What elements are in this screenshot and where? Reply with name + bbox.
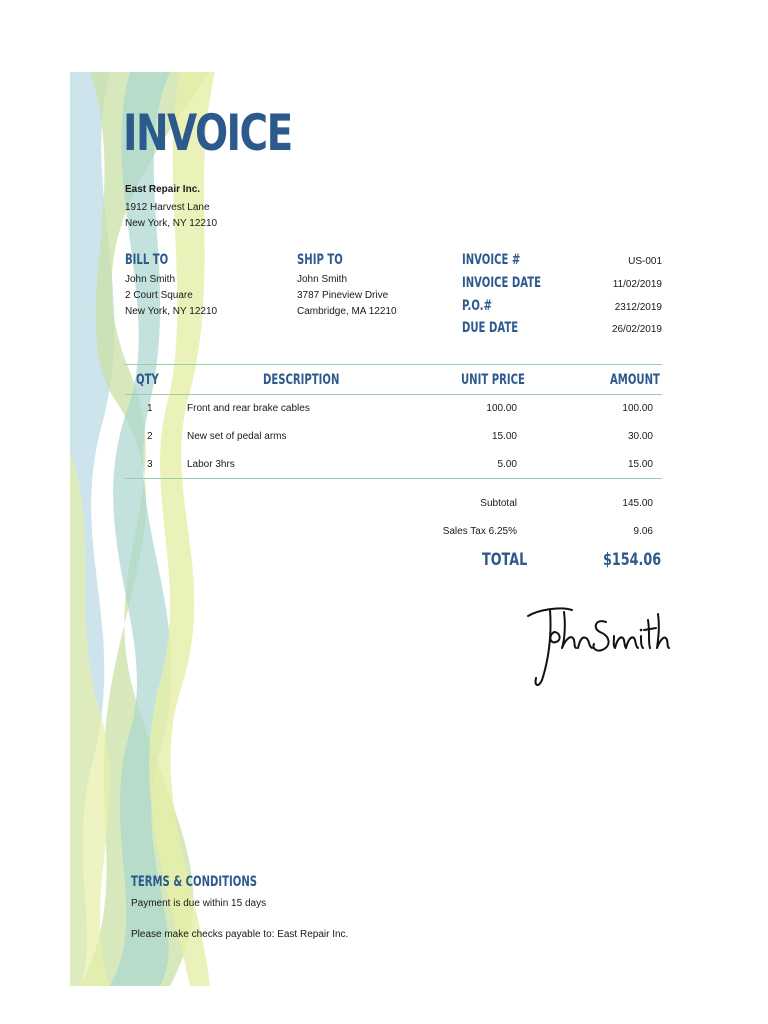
subtotal-value: 145.00 (622, 498, 653, 509)
po-label: P.O.# (462, 298, 492, 314)
row-amount: 15.00 (627, 459, 653, 470)
bill-to-name: John Smith (125, 274, 176, 285)
row-qty: 3 (147, 459, 153, 470)
table-top-rule (125, 364, 662, 365)
row-amount: 100.00 (622, 403, 653, 414)
bill-to-address-line1: 2 Court Square (125, 290, 193, 301)
company-address-line2: New York, NY 12210 (125, 218, 218, 229)
ship-to-name: John Smith (297, 274, 348, 285)
row-description: Labor 3hrs (187, 459, 235, 470)
ship-to-address-line2: Cambridge, MA 12210 (297, 306, 397, 317)
bill-to-heading: BILL TO (125, 252, 169, 268)
invoice-date-value: 11/02/2019 (612, 279, 662, 290)
total-value: $154.06 (603, 550, 662, 570)
amount-column-header: AMOUNT (610, 372, 660, 388)
row-qty: 1 (147, 403, 153, 414)
due-date-label: DUE DATE (462, 320, 519, 336)
row-description: Front and rear brake cables (187, 403, 310, 414)
invoice-number-value: US-001 (628, 256, 662, 267)
company-name: East Repair Inc. (125, 184, 201, 195)
sales-tax-value: 9.06 (633, 526, 653, 537)
invoice-sheet (70, 72, 690, 986)
total-label: TOTAL (482, 550, 528, 570)
row-description: New set of pedal arms (187, 431, 287, 442)
company-address-line1: 1912 Harvest Lane (125, 202, 210, 213)
qty-column-header: QTY (136, 372, 159, 388)
unit-price-column-header: UNIT PRICE (461, 372, 525, 388)
invoice-date-label: INVOICE DATE (462, 275, 542, 291)
row-unit-price: 5.00 (497, 459, 517, 470)
table-row (125, 403, 662, 417)
row-amount: 30.00 (627, 431, 653, 442)
subtotal-label: Subtotal (480, 498, 517, 509)
terms-line1: Payment is due within 15 days (131, 898, 267, 909)
bill-to-address-line2: New York, NY 12210 (125, 306, 218, 317)
terms-heading: TERMS & CONDITIONS (131, 874, 258, 890)
invoice-number-label: INVOICE # (462, 252, 521, 268)
row-qty: 2 (147, 431, 153, 442)
row-unit-price: 15.00 (491, 431, 517, 442)
table-row (125, 431, 662, 445)
description-column-header: DESCRIPTION (263, 372, 340, 388)
terms-line2: Please make checks payable to: East Repair Inc. (131, 929, 349, 940)
po-value: 2312/2019 (614, 302, 662, 313)
table-bottom-rule (125, 478, 662, 479)
signature-image (520, 592, 670, 692)
due-date-value: 26/02/2019 (611, 324, 662, 335)
invoice-title: INVOICE (123, 104, 292, 162)
ship-to-heading: SHIP TO (297, 252, 343, 268)
row-unit-price: 100.00 (486, 403, 517, 414)
sales-tax-label: Sales Tax 6.25% (442, 526, 517, 537)
table-header-rule (125, 394, 662, 395)
table-row (125, 459, 662, 473)
ship-to-address-line1: 3787 Pineview Drive (297, 290, 389, 301)
